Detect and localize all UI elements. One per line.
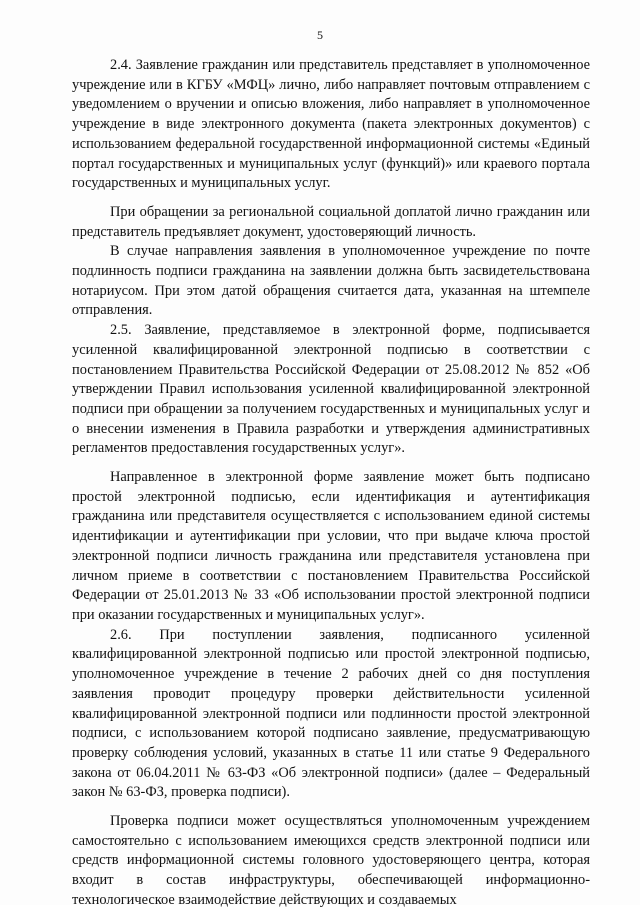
paragraph-signature-check: Проверка подписи может осуществляться уполномоченным учреждением самостоятельно с использованием имеющихся средств электронной подписи или средств информационной системы головного удостоверяющего центра, которая входит в состав инфраструктуры, обеспечивающей информационно-технологическое взаимодействие действующих и создаваемых: [72, 813, 590, 908]
paragraph-2-5: 2.5. Заявление, представляемое в электронной форме, подписывается усиленной квалифицированной электронной подписью в соответствии с постановлением Правительства Российской Федерации от 25.08.2012 № 852 «Об утверждении Правил использования усиленной квалифицированной электронной подписи при обращении за получением государственных и муниципальных услуг и о внесении изменения в Правила разработки и утверждения административных регламентов предоставления государственных услуг».: [72, 322, 590, 457]
page-number: 5: [317, 28, 323, 42]
paragraph-identity-document: При обращении за региональной социальной доплатой лично гражданин или представитель предъявляет документ, удостоверяющий личность.: [72, 203, 590, 240]
document-body: [72, 56, 590, 911]
paragraph-simple-signature: Направленное в электронной форме заявление может быть подписано простой электронной подписью, если идентификация и аутентификация гражданина или представителя осуществляется с использованием единой системы идентификации и аутентификации при условии, что при выдаче ключа простой электронной подписи личность гражданина или представителя установлена при личном приеме в соответствии с постановлением Правительства Российской Федерации от 25.01.2013 № 33 «Об использовании простой электронной подписи при оказании государственных и муниципальных услуг».: [72, 469, 590, 623]
paragraph-postal-submission: В случае направления заявления в уполномоченное учреждение по почте подлинность подписи гражданина на заявлении должна быть засвидетельствована нотариусом. При этом датой обращения считается дата, указанная на штемпеле отправления.: [72, 243, 590, 319]
paragraph-2-4: 2.4. Заявление гражданин или представитель представляет в уполномоченное учреждение или в КГБУ «МФЦ» лично, либо направляет почтовым отправлением с уведомлением о вручении и описью вложения, либо направляет в уполномоченное учреждение в виде электронного документа (пакета электронных документов) с использованием федеральной государственной информационной системы «Единый портал государственных и муниципальных услуг (функций)» или краевого портала государственных и муниципальных услуг.: [72, 57, 590, 192]
paragraph-2-6: 2.6. При поступлении заявления, подписанного усиленной квалифицированной электронной подписью или простой электронной подписью, уполномоченное учреждение в течение 2 рабочих дней со дня поступления заявления проводит процедуру проверки действительности усиленной квалифицированной электронной подписи или подлинности простой электронной подписи, с использованием которой подписано заявление, предусматривающую проверку соблюдения условий, указанных в статье 11 или статье 9 Федерального закона от 06.04.2011 № 63-ФЗ «Об электронной подписи» (далее – Федеральный закон № 63-ФЗ, проверка подписи).: [72, 626, 590, 801]
